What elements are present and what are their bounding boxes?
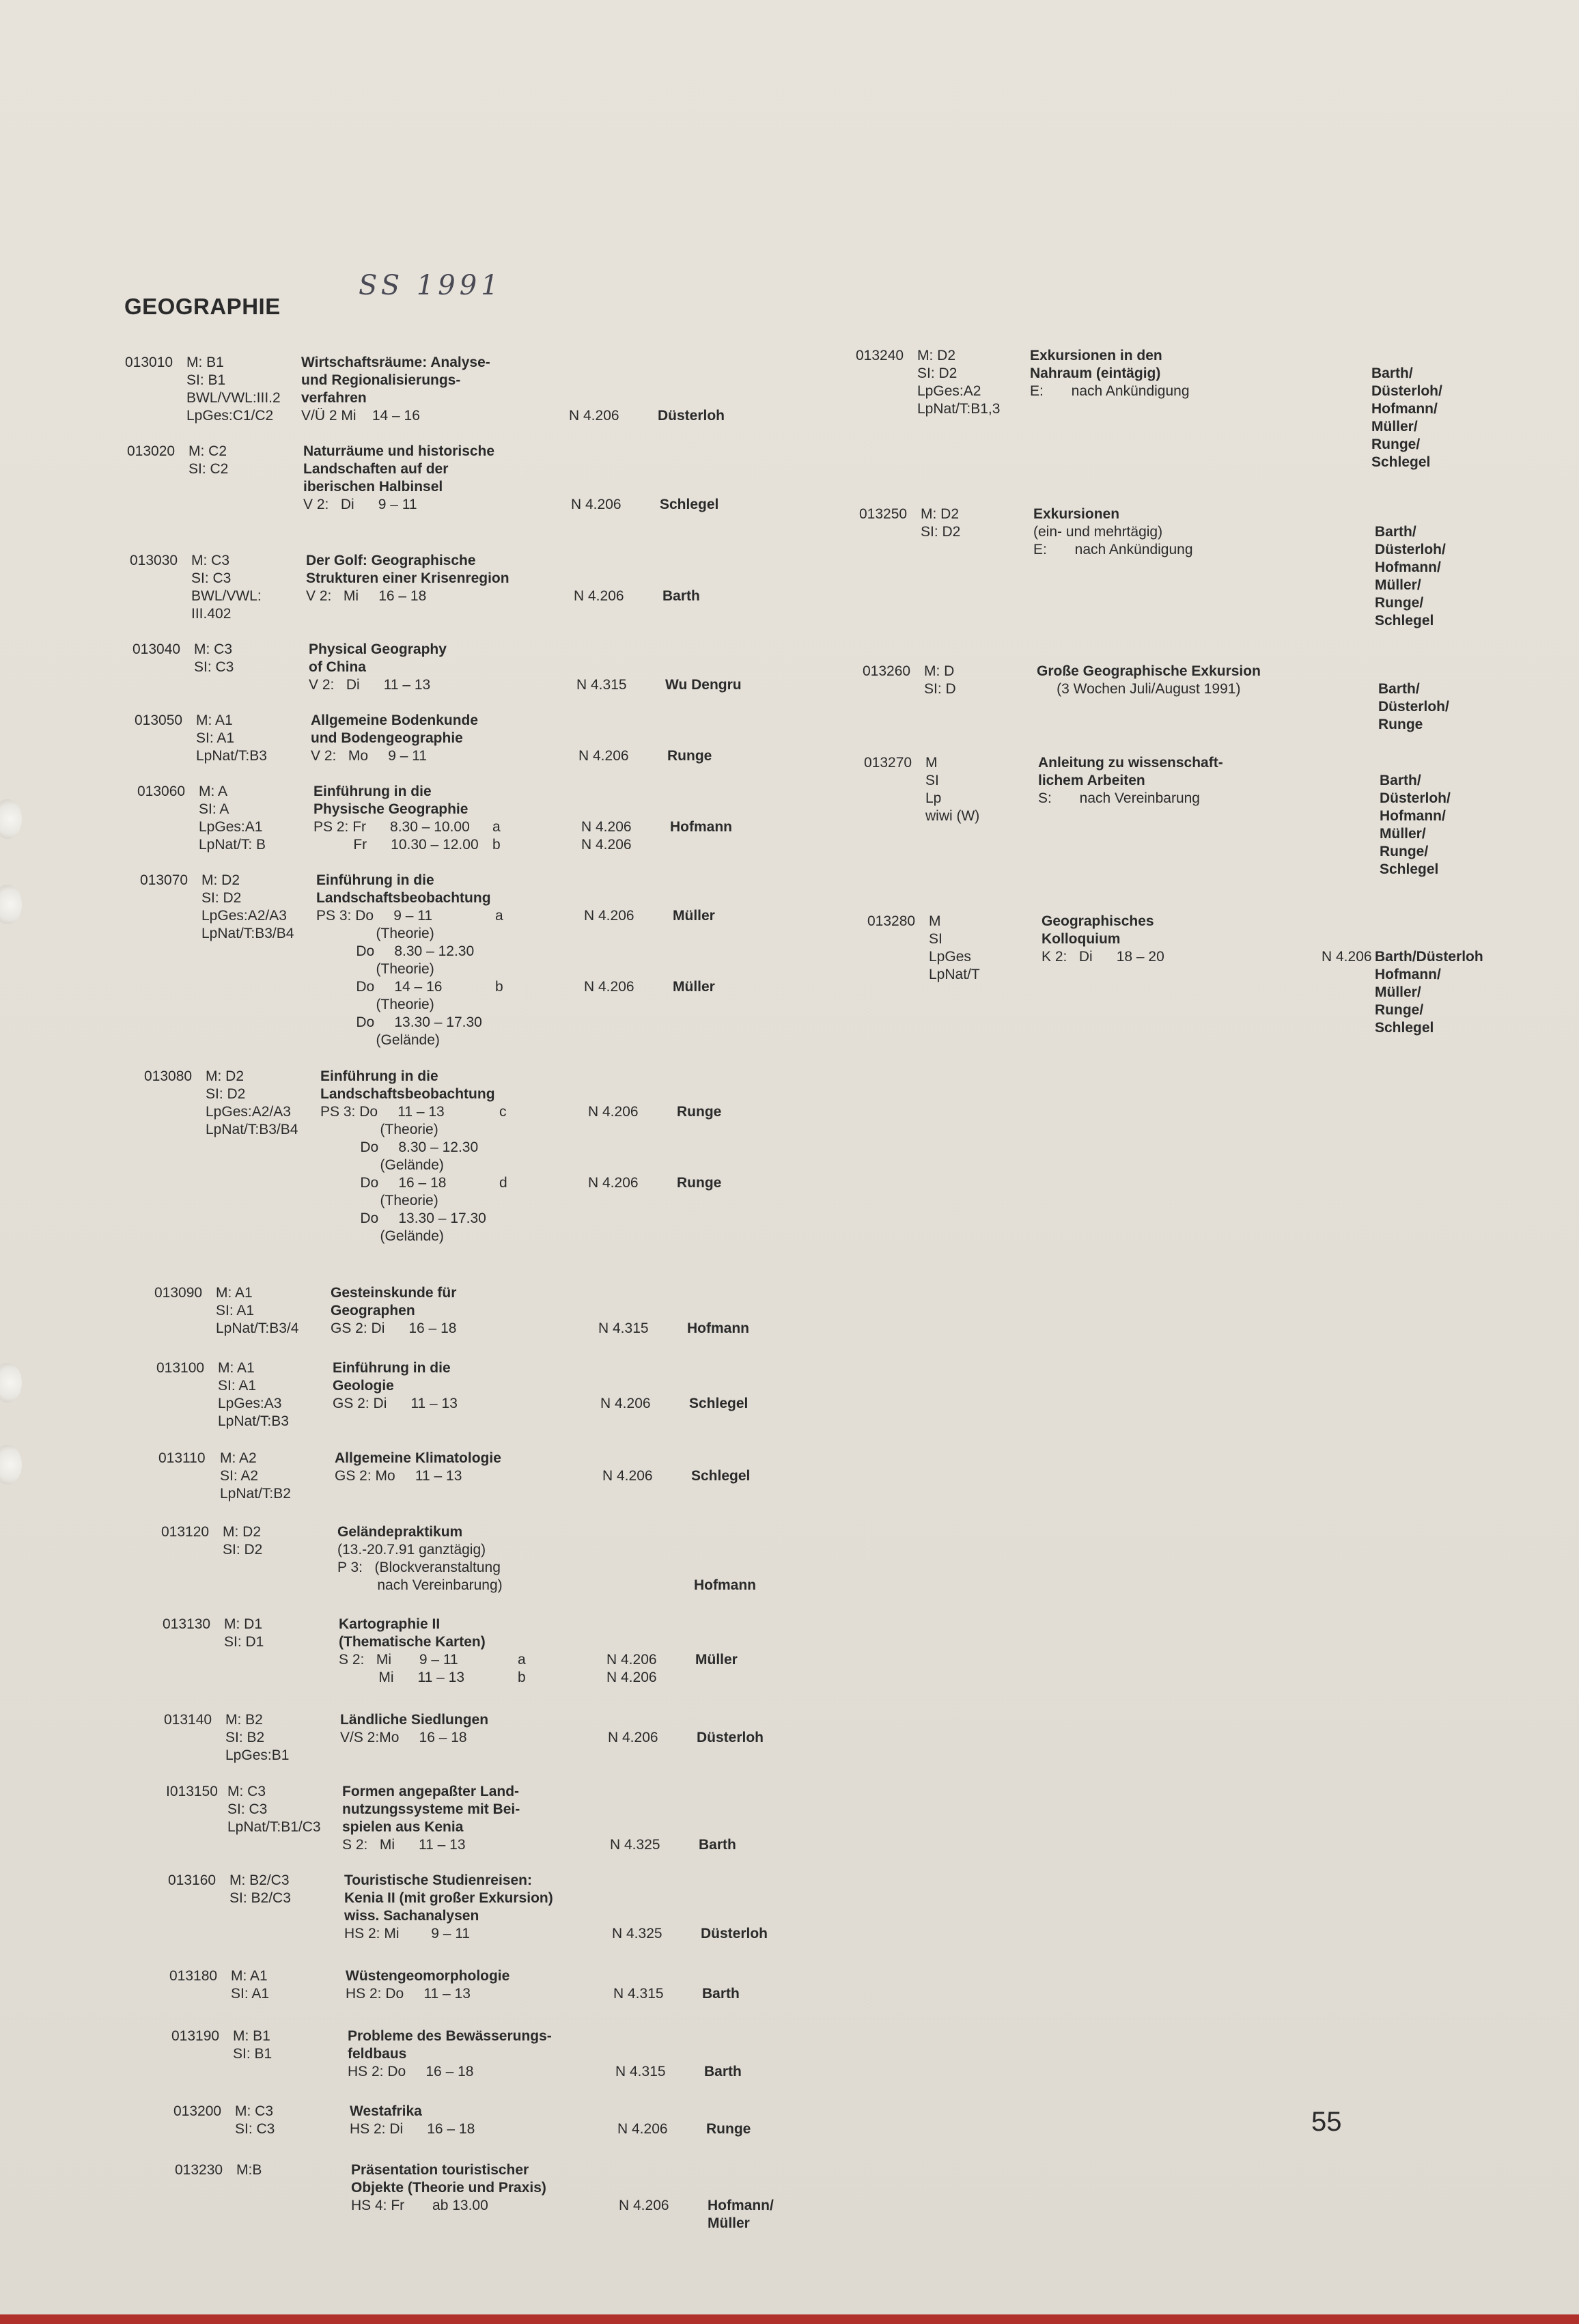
course-number: 013180 [169,1968,218,1984]
course-schedule: HS 2: Mi 9 – 11 [344,1926,471,1941]
room: N 4.206 [574,588,624,604]
course-title: Touristische Studienreisen: Kenia II (mit großer Exkursion) wiss. Sachanalysen [344,1872,553,1924]
course-schedule: (Theorie) [316,926,434,941]
course-schedule: nach Vereinbarung) [337,1577,503,1593]
course-schedule: V 2: Mi 16 – 18 [306,588,427,604]
group-letter: a [492,819,501,835]
room: N 4.315 [615,2064,666,2079]
course-codes: M: D2 SI: D2 [921,506,961,540]
lecturer: Hofmann/ Müller [708,2198,774,2231]
room: N 4.206 [588,1104,639,1120]
punch-hole [0,799,22,839]
course-number: 013280 [867,913,916,929]
course-schedule: (Gelände) [320,1157,444,1173]
course-title: Einführung in die Geologie [333,1360,451,1394]
lecturer: Hofmann [670,819,732,835]
course-codes: M: A1 SI: A1 LpNat/T:B3 [196,713,267,764]
course-schedule: E: nach Ankündigung [1030,383,1190,399]
course-number: 013140 [164,1712,212,1728]
course-number: 013270 [864,755,912,771]
group-letter: d [499,1175,507,1191]
course-title: Naturräume und historische Landschaften auf der iberischen Halbinsel [303,443,495,495]
course-title: Ländliche Siedlungen [340,1712,489,1728]
course-codes: M: C2 SI: C2 [188,443,229,477]
course-schedule: V 2: Mo 9 – 11 [311,748,428,764]
course-schedule: P 3: (Blockveranstaltung [337,1560,501,1575]
course-title: Wüstengeomorphologie [346,1968,510,1984]
course-schedule: S 2: Mi 9 – 11 [339,1652,458,1668]
lecturer: Runge [677,1175,722,1191]
room: N 4.206 [584,979,634,995]
course-title: Exkursionen [1033,506,1120,522]
room: N 4.206 [617,2121,668,2137]
group-letter: c [499,1104,507,1120]
course-codes: M: A SI: A LpGes:A1 LpNat/T: B [199,784,266,853]
course-number: 013260 [863,663,911,679]
course-schedule: GS 2: Mo 11 – 13 [335,1468,462,1484]
course-title: Der Golf: Geographische Strukturen einer Krisenregion [306,553,509,586]
course-number: 013230 [175,2162,223,2178]
course-schedule: (Theorie) [316,961,434,977]
group-letter: b [495,979,503,995]
punch-hole [0,885,22,924]
course-number: 013070 [140,872,188,888]
course-title: Einführung in die Landschaftsbeobachtung [320,1068,495,1102]
course-number: 013110 [158,1450,206,1466]
room: N 4.206 [578,748,629,764]
room: N 4.206 [569,408,619,424]
room: N 4.206 [606,1652,657,1668]
course-title: Westafrika [350,2103,422,2119]
room: N 4.206 [1322,949,1372,965]
room: N 4.325 [612,1926,662,1941]
course-codes: M: B1 SI: B1 BWL/VWL:III.2 LpGes:C1/C2 [186,355,281,424]
course-number: 013160 [168,1872,216,1888]
handwritten-note: SS 1991 [359,270,503,301]
course-title: Kartographie II (Thematische Karten) [339,1616,486,1650]
course-schedule: Do 16 – 18 [320,1175,447,1191]
course-title: Große Geographische Exkursion [1037,663,1261,679]
course-schedule: Do 8.30 – 12.30 [316,943,475,959]
course-schedule: V/Ü 2 Mi 14 – 16 [301,408,420,424]
course-codes: M SI LpGes LpNat/T [929,913,980,982]
lecturer: Düsterloh [701,1926,768,1941]
lecturer: Barth/ Düsterloh/ Hofmann/ Müller/ Runge/ Schlegel [1375,524,1446,628]
room: N 4.206 [584,908,634,924]
course-title: Geländepraktikum [337,1524,463,1540]
course-number: 013190 [171,2028,220,2044]
course-schedule: HS 2: Di 16 – 18 [350,2121,475,2137]
course-codes: M: C3 SI: C3 LpNat/T:B1/C3 [227,1784,321,1835]
course-title: Wirtschaftsräume: Analyse- und Regionalisierungs- verfahren [301,355,490,406]
course-codes: M: D SI: D [924,663,956,697]
course-schedule: (Theorie) [320,1122,438,1137]
course-schedule: (Gelände) [316,1032,440,1048]
course-schedule: K 2: Di 18 – 20 [1042,949,1164,965]
course-codes: M: C3 SI: C3 BWL/VWL: III.402 [191,553,262,622]
page-title: GEOGRAPHIE [124,294,281,319]
course-codes: M: D2 SI: D2 LpGes:A2/A3 LpNat/T:B3/B4 [206,1068,298,1137]
lecturer: Müller [695,1652,738,1668]
lecturer: Runge [667,748,712,764]
course-schedule: Do 13.30 – 17.30 [316,1014,482,1030]
room: N 4.315 [576,677,627,693]
room: N 4.206 [581,819,632,835]
course-schedule: GS 2: Di 16 – 18 [331,1320,457,1336]
lecturer: Düsterloh [697,1730,764,1745]
course-title: Präsentation touristischer Objekte (Theorie und Praxis) [351,2162,546,2196]
room: N 4.206 [571,497,621,512]
course-title: Allgemeine Bodenkunde und Bodengeographie [311,713,479,746]
course-number: 013020 [127,443,176,459]
group-letter: a [518,1652,526,1668]
lecturer: Barth/ Düsterloh/ Runge [1378,681,1449,732]
course-number: 013080 [144,1068,193,1084]
course-number: 013240 [856,348,904,363]
course-schedule: (Theorie) [316,997,434,1012]
room: N 4.325 [610,1837,660,1853]
course-schedule: Fr 10.30 – 12.00 [313,837,479,853]
course-title: Einführung in die Physische Geographie [313,784,469,817]
page-number: 55 [1311,2107,1342,2137]
course-schedule: Do 14 – 16 [316,979,443,995]
course-codes: M: C3 SI: C3 [235,2103,275,2137]
course-title: Allgemeine Klimatologie [335,1450,501,1466]
course-number: 013030 [130,553,178,568]
group-letter: b [492,837,501,853]
course-codes: M: D2 SI: D2 LpGes:A2/A3 LpNat/T:B3/B4 [201,872,294,941]
course-codes: M: D2 SI: D2 [223,1524,263,1558]
course-schedule: PS 3: Do 9 – 11 [316,908,433,924]
punch-hole [0,1363,22,1402]
course-codes: M: A1 SI: A1 [231,1968,270,2002]
course-schedule: E: nach Ankündigung [1033,542,1193,557]
course-title: Gesteinskunde für Geographen [331,1285,457,1318]
course-schedule: (Theorie) [320,1193,438,1208]
course-number: 013060 [137,784,186,799]
lecturer: Schlegel [689,1396,749,1411]
room: N 4.315 [598,1320,649,1336]
course-schedule: (13.-20.7.91 ganztägig) [337,1542,486,1558]
course-schedule: (Gelände) [320,1228,444,1244]
course-schedule: V 2: Di 9 – 11 [303,497,417,512]
course-codes: M: D1 SI: D1 [224,1616,264,1650]
course-codes: M: B2 SI: B2 LpGes:B1 [225,1712,290,1763]
course-schedule: V 2: Di 11 – 13 [309,677,431,693]
course-number: 013120 [161,1524,210,1540]
course-title: Einführung in die Landschaftsbeobachtung [316,872,491,906]
course-title: Formen angepaßter Land- nutzungssysteme mit Bei- spielen aus Kenia [342,1784,520,1835]
room: N 4.206 [606,1670,657,1685]
course-title: Geographisches Kolloquium [1042,913,1154,947]
lecturer: Runge [677,1104,722,1120]
course-number: 013100 [156,1360,205,1376]
course-codes: M: B2/C3 SI: B2/C3 [229,1872,291,1906]
course-title: Anleitung zu wissenschaft- lichem Arbeiten [1038,755,1223,788]
course-codes: M SI Lp wiwi (W) [925,755,980,824]
course-schedule: S: nach Vereinbarung [1038,790,1200,806]
room: N 4.206 [608,1730,658,1745]
course-schedule: Do 13.30 – 17.30 [320,1211,486,1226]
group-letter: b [518,1670,526,1685]
lecturer: Hofmann [687,1320,749,1336]
room: N 4.206 [619,2198,669,2213]
course-schedule: (3 Wochen Juli/August 1991) [1037,681,1241,697]
course-title: Exkursionen in den Nahraum (eintägig) [1030,348,1162,381]
lecturer: Runge [706,2121,751,2137]
lecturer: Barth [699,1837,736,1853]
edge-stripe [0,2314,1579,2324]
room: N 4.315 [613,1986,664,2002]
course-schedule: S 2: Mi 11 – 13 [342,1837,466,1853]
lecturer: Barth/ Düsterloh/ Hofmann/ Müller/ Runge/ Schlegel [1380,773,1451,877]
lecturer: Schlegel [691,1468,751,1484]
course-schedule: PS 3: Do 11 – 13 [320,1104,445,1120]
course-schedule: (ein- und mehrtägig) [1033,524,1163,540]
course-codes: M: C3 SI: C3 [194,641,234,675]
course-codes: M: A1 SI: A1 LpNat/T:B3/4 [216,1285,299,1336]
course-number: 013200 [173,2103,222,2119]
lecturer: Müller [673,979,715,995]
course-schedule: HS 2: Do 11 – 13 [346,1986,471,2002]
course-schedule: HS 4: Fr ab 13.00 [351,2198,488,2213]
course-number: 013040 [132,641,181,657]
course-number: 013090 [154,1285,203,1301]
lecturer: Schlegel [660,497,719,512]
course-number: 013130 [163,1616,211,1632]
course-title: Probleme des Bewässerungs- feldbaus [348,2028,552,2062]
course-schedule: HS 2: Do 16 – 18 [348,2064,474,2079]
course-number: 013250 [859,506,908,522]
lecturer: Düsterloh [658,408,725,424]
course-schedule: V/S 2:Mo 16 – 18 [340,1730,467,1745]
course-number: 013050 [135,713,183,728]
lecturer: Barth [704,2064,742,2079]
course-schedule: Do 8.30 – 12.30 [320,1139,479,1155]
lecturer: Barth/Düsterloh Hofmann/ Müller/ Runge/ Schlegel [1375,949,1483,1036]
course-codes: M:B [236,2162,262,2178]
course-codes: M: D2 SI: D2 LpGes:A2 LpNat/T:B1,3 [917,348,1001,417]
course-codes: M: A2 SI: A2 LpNat/T:B2 [220,1450,291,1502]
lecturer: Barth/ Düsterloh/ Hofmann/ Müller/ Runge/ Schlegel [1371,365,1442,470]
course-schedule: GS 2: Di 11 – 13 [333,1396,458,1411]
lecturer: Hofmann [694,1577,756,1593]
room: N 4.206 [600,1396,651,1411]
group-letter: a [495,908,503,924]
punch-hole [0,1445,22,1484]
course-codes: M: B1 SI: B1 [233,2028,273,2062]
room: N 4.206 [581,837,632,853]
course-schedule: PS 2: Fr 8.30 – 10.00 [313,819,470,835]
course-number: I013150 [166,1784,218,1799]
course-title: Physical Geography of China [309,641,447,675]
course-codes: M: A1 SI: A1 LpGes:A3 LpNat/T:B3 [218,1360,289,1429]
course-number: 013010 [125,355,173,370]
course-schedule: Mi 11 – 13 [339,1670,465,1685]
lecturer: Barth [662,588,700,604]
room: N 4.206 [588,1175,639,1191]
lecturer: Wu Dengru [665,677,742,693]
room: N 4.206 [602,1468,653,1484]
lecturer: Barth [702,1986,740,2002]
lecturer: Müller [673,908,715,924]
